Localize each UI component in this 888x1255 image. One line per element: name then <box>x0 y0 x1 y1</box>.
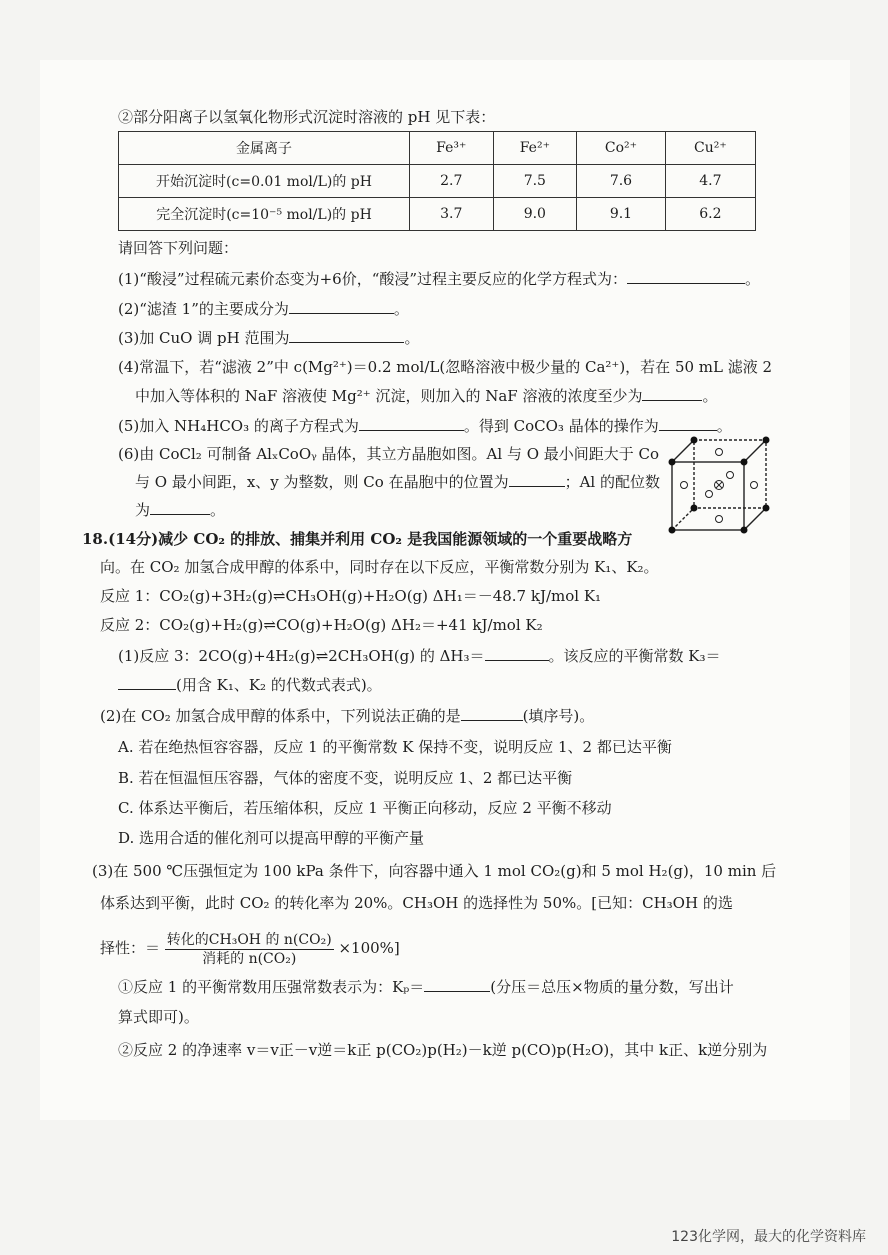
question-17-4-line1: (4)常温下，若“滤液 2”中 c(Mg²⁺)＝0.2 mol/L(忽略溶液中极少量的 Ca²⁺)，若在 50 mL 滤液 2 <box>118 358 773 376</box>
site-watermark: 123化学网，最大的化学资料库 <box>671 1229 866 1245</box>
selectivity-fraction: $\frac{\text{转化的CH₃OH 的 n(CO₂)}}{\text{消耗的 n(CO₂)}}$ <box>166 931 332 967</box>
question-17-4-line2: 中加入等体积的 NaF 溶液使 Mg²⁺ 沉淀，则加入的 NaF 溶液的浓度至少为 。 <box>135 384 717 407</box>
table-cell: 9.0 <box>493 198 577 231</box>
question-18-3-sub2: ②反应 2 的净速率 v＝v正－v逆＝k正 p(CO₂)p(H₂)－k逆 p(CO)p(H₂O)，其中 k正、k逆分别为 <box>118 1041 768 1059</box>
question-18-3-sub1-line2: 算式即可)。 <box>118 1008 199 1026</box>
question-17-6-line2: 与 O 最小间距，x、y 为整数，则 Co 在晶胞中的位置为 ；Al 的配位数 <box>135 470 660 493</box>
question-17-6-line1: (6)由 CoCl₂ 可制备 AlₓCoOᵧ 晶体，其立方晶胞如图。Al 与 O 最小间距大于 Co <box>118 445 660 463</box>
question-18-3-sub1-line1: ①反应 1 的平衡常数用压强常数表示为：Kₚ＝ (分压＝总压×物质的量分数，写出计 <box>118 975 734 998</box>
option-d: D. 选用合适的催化剂可以提高甲醇的平衡产量 <box>118 829 425 847</box>
question-18-1-line1: (1)反应 3：2CO(g)+4H₂(g)⇌2CH₃OH(g) 的 ΔH₃＝ 。该反应的平衡常数 K₃＝ <box>118 644 721 667</box>
answer-prompt: 请回答下列问题： <box>118 239 239 257</box>
table-cell: 4.7 <box>665 165 755 198</box>
table-header-cell: Co²⁺ <box>577 132 666 165</box>
ph-table <box>118 131 756 231</box>
option-c: C. 体系达平衡后，若压缩体积，反应 1 平衡正向移动，反应 2 平衡不移动 <box>118 799 612 817</box>
question-17-5: (5)加入 NH₄HCO₃ 的离子方程式为 。得到 CoCO₃ 晶体的操作为 。 <box>118 414 732 437</box>
table-row <box>119 198 756 231</box>
table-cell: 7.6 <box>577 165 666 198</box>
question-18-2: (2)在 CO₂ 加氢合成甲醇的体系中，下列说法正确的是 (填序号)。 <box>100 704 594 727</box>
table-header-cell: 金属离子 <box>119 132 410 165</box>
question-18-header-line2: 向。在 CO₂ 加氢合成甲醇的体系中，同时存在以下反应，平衡常数分别为 K₁、K₂。 <box>100 558 659 576</box>
question-18-1-line2: (用含 K₁、K₂ 的代数式表式)。 <box>118 673 382 696</box>
table-header-cell: Fe³⁺ <box>410 132 494 165</box>
reaction-1: 反应 1：CO₂(g)+3H₂(g)⇌CH₃OH(g)+H₂O(g) ΔH₁＝－48.7 kJ/mol K₁ <box>100 587 602 605</box>
question-18-3-line1: (3)在 500 ℃压强恒定为 100 kPa 条件下，向容器中通入 1 mol CO₂(g)和 5 mol H₂(g)，10 min 后 <box>92 862 777 880</box>
question-17-2: (2)“滤渣 1”的主要成分为 。 <box>118 297 409 320</box>
row-label: 开始沉淀时(c=0.01 mol/L)的 pH <box>119 165 410 198</box>
table-cell: 7.5 <box>493 165 577 198</box>
table-header-cell: Cu²⁺ <box>665 132 755 165</box>
option-a: A. 若在绝热恒容容器，反应 1 的平衡常数 K 保持不变，说明反应 1、2 都已达平衡 <box>118 738 672 756</box>
table-header-cell: Fe²⁺ <box>493 132 577 165</box>
table-intro: ②部分阳离子以氢氧化物形式沉淀时溶液的 pH 见下表： <box>118 108 496 126</box>
table-row <box>119 165 756 198</box>
question-18-3-line2: 体系达到平衡，此时 CO₂ 的转化率为 20%。CH₃OH 的选择性为 50%。[已知：CH₃OH 的选 <box>100 894 733 912</box>
table-cell: 9.1 <box>577 198 666 231</box>
table-header-row <box>119 132 756 165</box>
question-18-header-line1: 18.(14分)减少 CO₂ 的排放、捕集并利用 CO₂ 是我国能源领域的一个重要战略方 <box>82 530 633 548</box>
question-17-1: (1)“酸浸”过程硫元素价态变为+6价，“酸浸”过程主要反应的化学方程式为： 。 <box>118 267 760 290</box>
question-17-6-line3: 为 。 <box>135 498 225 521</box>
option-b: B. 若在恒温恒压容器，气体的密度不变，说明反应 1、2 都已达平衡 <box>118 769 573 787</box>
table-cell: 3.7 <box>410 198 494 231</box>
row-label: 完全沉淀时(c=10⁻⁵ mol/L)的 pH <box>119 198 410 231</box>
question-18-3-line3: 择性：＝ $\frac{\text{转化的CH₃OH 的 n(CO₂)}}{\text{消耗的 n(CO₂)}}$ ×100%] <box>100 931 400 967</box>
table-cell: 6.2 <box>665 198 755 231</box>
question-17-3: (3)加 CuO 调 pH 范围为 。 <box>118 326 419 349</box>
unit-cell-diagram <box>664 432 776 536</box>
table-cell: 2.7 <box>410 165 494 198</box>
reaction-2: 反应 2：CO₂(g)+H₂(g)⇌CO(g)+H₂O(g) ΔH₂＝+41 kJ/mol K₂ <box>100 616 543 634</box>
